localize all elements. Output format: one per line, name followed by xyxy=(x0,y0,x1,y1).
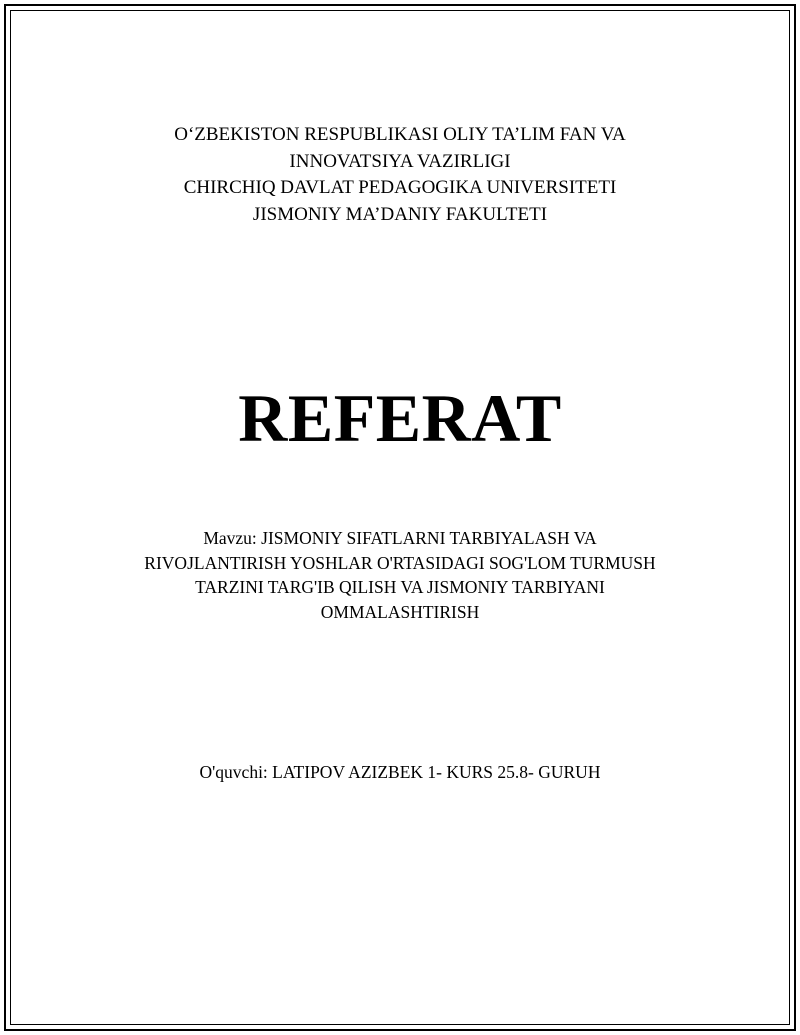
header-line: INNOVATSIYA VAZIRLIGI xyxy=(289,150,511,172)
document-title: REFERAT xyxy=(238,380,562,456)
topic-line: OMMALASHTIRISH xyxy=(320,601,480,622)
header-line: JISMONIY MA’DANIY FAKULTETI xyxy=(252,203,548,225)
topic-line: TARZINI TARG'IB QILISH VA JISMONIY TARBIYANI xyxy=(195,577,605,597)
topic-line: RIVOJLANTIRISH YOSHLAR O'RTASIDAGI SOG'LOM TURMUSH xyxy=(144,552,656,573)
institution-header xyxy=(0,122,800,228)
student-info: O'quvchi: LATIPOV AZIZBEK 1- KURS 25.8- GURUH xyxy=(199,762,601,782)
header-line: CHIRCHIQ DAVLAT PEDAGOGIKA UNIVERSITETI xyxy=(183,177,617,198)
header-line: O‘ZBEKISTON RESPUBLIKASI OLIY TA’LIM FAN VA xyxy=(174,124,626,145)
topic-block xyxy=(0,526,800,624)
topic-line: Mavzu: JISMONIY SIFATLARNI TARBIYALASH VA xyxy=(203,528,597,548)
